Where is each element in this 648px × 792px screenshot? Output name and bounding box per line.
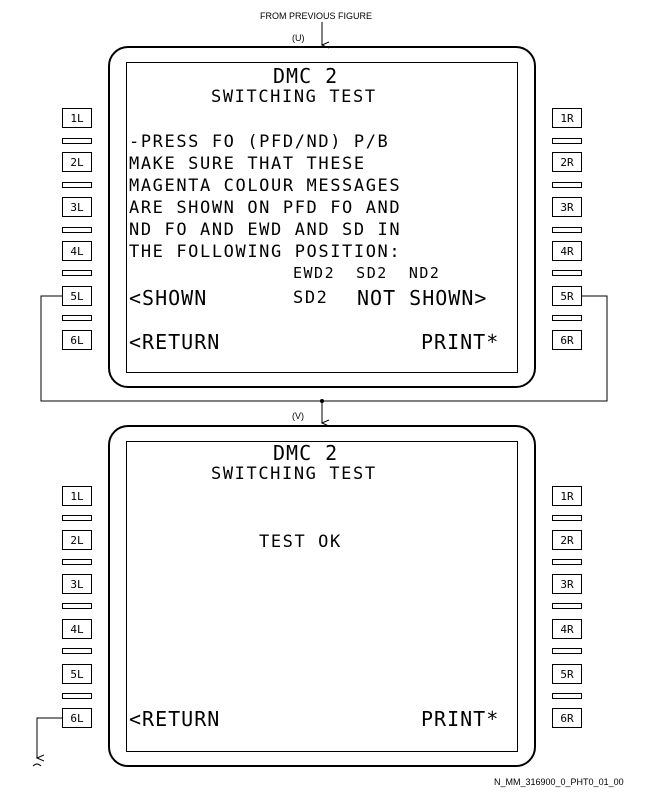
key-divider <box>552 603 582 609</box>
page-1-line-6: THE FOLLOWING POSITION: <box>129 242 402 262</box>
page-1-line-4: ARE SHOWN ON PFD FO AND <box>129 198 402 218</box>
key-divider <box>552 515 582 521</box>
page-1-line-5: ND FO AND EWD AND SD IN <box>129 220 402 240</box>
lsk-1l-page-2[interactable]: 1L <box>62 486 92 506</box>
key-divider <box>62 270 92 276</box>
lsk-4r-page-1[interactable]: 4R <box>552 241 582 261</box>
lsk-3l-page-2[interactable]: 3L <box>62 574 92 594</box>
break-mark <box>33 764 41 766</box>
lsk-3r-page-1[interactable]: 3R <box>552 197 582 217</box>
test-ok-status: TEST OK <box>259 532 342 552</box>
key-divider <box>62 138 92 144</box>
key-divider <box>62 648 92 654</box>
page-1-line-3: MAGENTA COLOUR MESSAGES <box>129 176 402 196</box>
key-divider <box>62 315 92 321</box>
not-shown-option[interactable]: NOT SHOWN> <box>357 286 488 310</box>
lsk-2r-page-1[interactable]: 2R <box>552 152 582 172</box>
shown-option[interactable]: <SHOWN <box>129 286 208 310</box>
key-divider <box>552 227 582 233</box>
label-u: (U) <box>292 33 305 43</box>
page-2-subtitle: SWITCHING TEST <box>211 464 377 484</box>
page-1-positions: EWD2 SD2 ND2 <box>293 264 441 282</box>
page-1-line-1: -PRESS FO (PFD/ND) P/B <box>129 132 390 152</box>
page-2-print-option[interactable]: PRINT* <box>421 707 500 731</box>
lsk-5r-page-2[interactable]: 5R <box>552 664 582 684</box>
lsk-3r-page-2[interactable]: 3R <box>552 574 582 594</box>
lsk-5l-page-1[interactable]: 5L <box>62 286 92 306</box>
lsk-1l-page-1[interactable]: 1L <box>62 108 92 128</box>
lsk-4l-page-1[interactable]: 4L <box>62 241 92 261</box>
figure-reference: N_MM_316900_0_PHT0_01_00 <box>494 777 624 787</box>
lsk-6r-page-2[interactable]: 6R <box>552 708 582 728</box>
key-divider <box>62 603 92 609</box>
key-divider <box>552 693 582 699</box>
lsk-2l-page-2[interactable]: 2L <box>62 530 92 550</box>
lsk-5r-page-1[interactable]: 5R <box>552 286 582 306</box>
key-divider <box>552 315 582 321</box>
page-2-title: DMC 2 <box>273 441 339 465</box>
lsk-4l-page-2[interactable]: 4L <box>62 619 92 639</box>
from-previous-caption: FROM PREVIOUS FIGURE <box>260 11 373 21</box>
page-1-return-option[interactable]: <RETURN <box>129 330 221 354</box>
lsk-1r-page-2[interactable]: 1R <box>552 486 582 506</box>
lsk-4r-page-2[interactable]: 4R <box>552 619 582 639</box>
lsk-3l-page-1[interactable]: 3L <box>62 197 92 217</box>
page-1-title: DMC 2 <box>273 64 339 88</box>
key-divider <box>552 559 582 565</box>
page-1-line-2: MAKE SURE THAT THESE <box>129 154 366 174</box>
key-divider <box>62 182 92 188</box>
lsk-6l-page-2[interactable]: 6L <box>62 708 92 728</box>
key-divider <box>62 515 92 521</box>
key-divider <box>552 182 582 188</box>
key-divider <box>552 648 582 654</box>
wire-6l-exit <box>37 718 62 758</box>
lsk-6r-page-1[interactable]: 6R <box>552 330 582 350</box>
page-2-return-option[interactable]: <RETURN <box>129 707 221 731</box>
cdu-screen-2 <box>126 441 518 752</box>
key-divider <box>62 559 92 565</box>
lsk-2l-page-1[interactable]: 2L <box>62 152 92 172</box>
sd2-label: SD2 <box>293 288 329 308</box>
lsk-6l-page-1[interactable]: 6L <box>62 330 92 350</box>
lsk-2r-page-2[interactable]: 2R <box>552 530 582 550</box>
lsk-5l-page-2[interactable]: 5L <box>62 664 92 684</box>
key-divider <box>552 138 582 144</box>
page-1-subtitle: SWITCHING TEST <box>211 87 377 107</box>
page-1-print-option[interactable]: PRINT* <box>421 330 500 354</box>
key-divider <box>552 270 582 276</box>
key-divider <box>62 693 92 699</box>
key-divider <box>62 227 92 233</box>
label-v: (V) <box>292 411 304 421</box>
lsk-1r-page-1[interactable]: 1R <box>552 108 582 128</box>
